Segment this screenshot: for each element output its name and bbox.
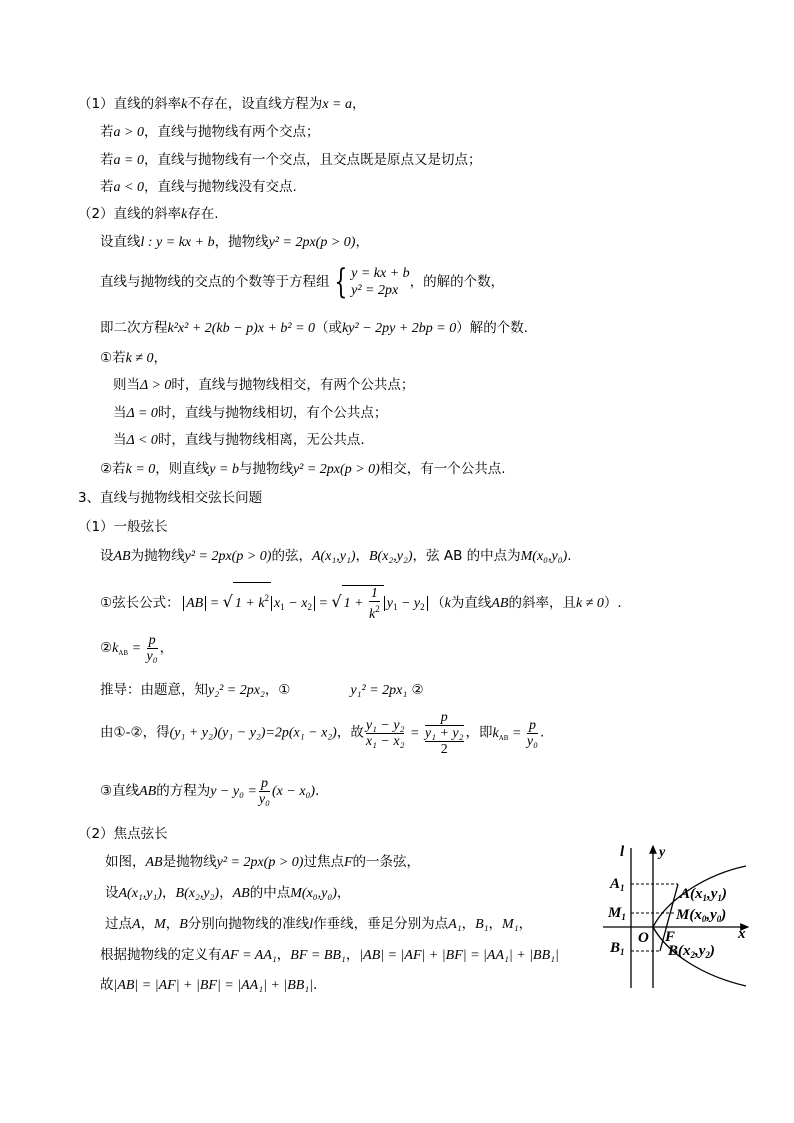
parabola-focal-chord-figure — [598, 838, 758, 993]
chord-length-formula: ①弦长公式： AB = √ $1 + k^2$ $x_1 - x_2$ = √ 1 + $\frac{1}{k^2}$ $y_1 - y_2$ （k为直线AB的斜率，且k ≠ 0）. — [100, 582, 622, 622]
label-a1: $A_1$ — [610, 876, 625, 893]
s2-delta-zero: 当Δ = 0时，直线与抛物线相切，有个公共点； — [113, 405, 388, 421]
s2-system: 直线与抛物线的交点的个数等于方程组 { y = kx + b y² = 2px ，的解的个数， — [100, 262, 505, 302]
s2-heading: （2）直线的斜率k存在. — [78, 206, 219, 222]
s2-quadratic: 即二次方程k²x² + 2(kb − p)x + b² = 0（或ky² − 2py + 2bp = 0）解的个数. — [100, 320, 529, 336]
label-f: F — [665, 929, 676, 945]
s3-sub-focal: （2）焦点弦长 — [78, 826, 168, 842]
label-o: O — [638, 930, 649, 946]
label-y: y — [659, 845, 666, 860]
s2-delta-positive: 则当Δ > 0时，直线与抛物线相交，有两个公共点； — [113, 377, 415, 393]
label-a: $A(x_1,y_1)$ — [680, 886, 727, 903]
focal-intro: 如图，AB是抛物线y² = 2px(p > 0)过焦点F的一条弦， — [105, 854, 421, 870]
s3-setup: 设AB为抛物线y² = 2px(p > 0)的弦，A(x₁,y₁)，B(x₂,y₂)，弦 AB 的中点为M(x₀,y₀). — [100, 548, 572, 564]
label-m: $M(x_0,y_0)$ — [676, 907, 727, 924]
label-b: $B(x_2,y_2)$ — [668, 943, 715, 960]
focal-points: 设A(x₁,y₁)，B(x₂,y₂)，AB的中点M(x₀,y₀)， — [105, 885, 351, 901]
s2-setup: 设直线l : y = kx + b，抛物线y² = 2px(p > 0)， — [100, 234, 369, 250]
equation-system: y = kx + b y² = 2px — [351, 266, 410, 298]
line-ab-equation: ③直线AB的方程为y − y₀ = $\frac{p}{\text{y₀}}$ (x − x₀). — [100, 776, 320, 808]
s2-case-k-nonzero: ①若k ≠ 0， — [100, 350, 168, 366]
s3-sub-general: （1）一般弦长 — [78, 519, 168, 535]
label-x: x — [738, 926, 746, 942]
s2-delta-negative: 当Δ < 0时，直线与抛物线相离，无公共点. — [113, 432, 365, 448]
focal-definition: 根据抛物线的定义有AF = AA₁，BF = BB₁，|AB| = |AF| + |BF| = |AA₁| + |BB₁| — [100, 947, 559, 963]
derivation-result: 由①-②，得(y₁ + y₂)(y₁ − y₂)=2p(x₁ − x₂)，故 $\frac{\text{y₁ − y₂}}{\text{x₁ − x₂}}$ = $\frac{p}{\frac{\text{y₁ + y₂}}{2}}$ ，即$k_{AB}$ = $\frac{p}{\text{y₀}}$ . — [100, 710, 545, 757]
derivation-line: 推导：由题意，知y₂² = 2px₂，① y₁² = 2px₁ ② — [100, 682, 424, 698]
label-l: l — [620, 844, 625, 860]
focal-perpendiculars: 过点A，M，B分别向抛物线的准线l作垂线，垂足分别为点A₁，B₁，M₁， — [105, 916, 533, 932]
label-b1: $B_1$ — [610, 940, 625, 957]
s2-case-k-zero: ②若k = 0，则直线y = b与抛物线y² = 2px(p > 0)相交，有一个公共点. — [100, 461, 506, 477]
label-m1: $M_1$ — [608, 905, 626, 922]
focal-conclusion: 故|AB| = |AF| + |BF| = |AA₁| + |BB₁|. — [100, 977, 318, 993]
s3-title: 3、直线与抛物线相交弦长问题 — [78, 490, 263, 506]
slope-formula: $②k_{AB}$ = $\frac{p}{\text{y₀}}$ ， — [100, 633, 174, 665]
s1-case-zero: 若a = 0，直线与抛物线有一个交点，且交点既是原点又是切点； — [100, 152, 482, 168]
s1-case-positive: 若a > 0，直线与抛物线有两个交点； — [100, 124, 320, 140]
s1-heading: （1）直线的斜率k不存在，设直线方程为x = a， — [78, 96, 366, 112]
s1-case-negative: 若a < 0，直线与抛物线没有交点. — [100, 179, 297, 195]
